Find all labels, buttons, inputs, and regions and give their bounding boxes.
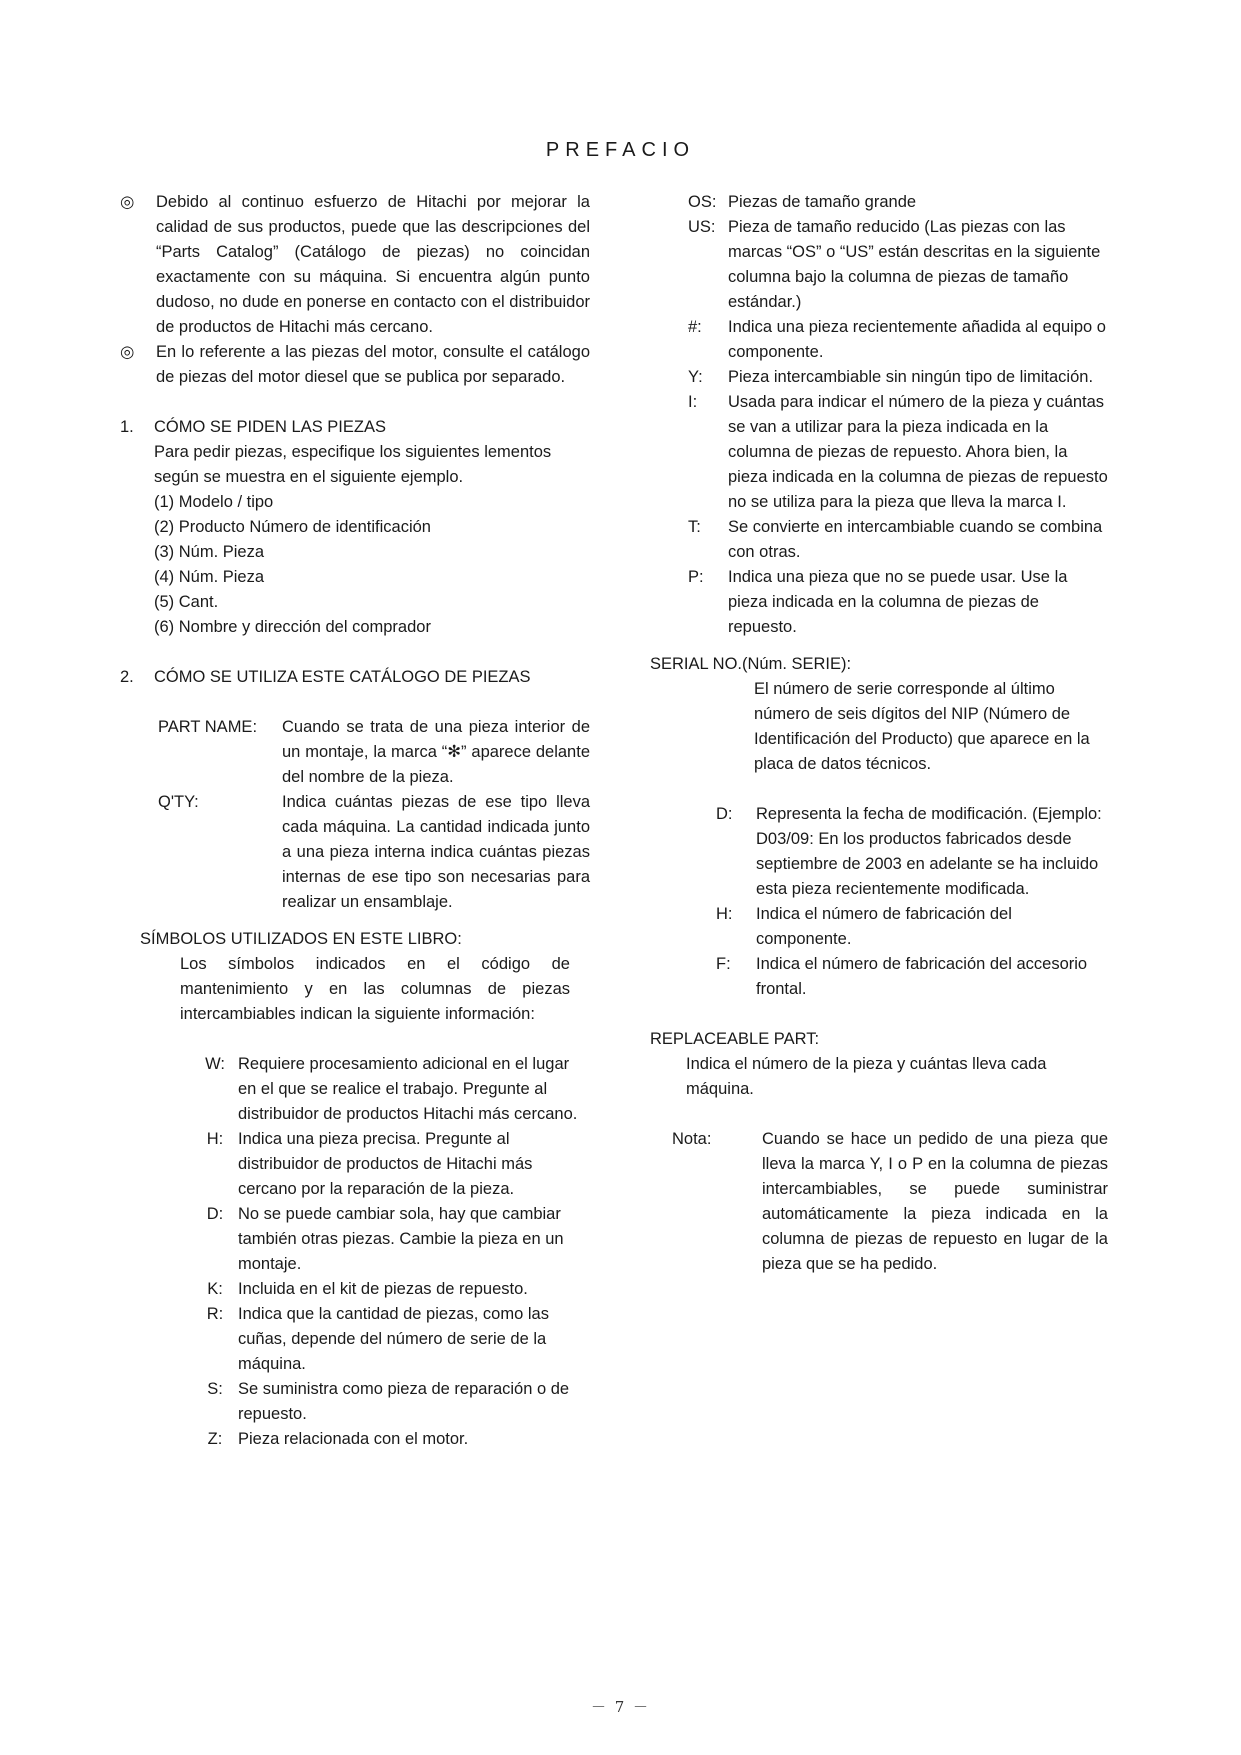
symbol-item [192,1377,590,1427]
symbol-item [192,1302,590,1377]
symbol-description: Se suministra como pieza de reparación o de repuesto. [238,1380,570,1423]
symbol-code: P: [688,568,704,586]
symbol-description: Pieza de tamaño reducido (Las piezas con las marcas “OS” o “US” están descritas en la siguiente columna bajo la columna de piezas de tamaño estándar.) [728,218,1101,311]
note-label: Nota: [672,1130,712,1148]
symbol-item [716,902,1108,952]
part-name-definition [158,715,590,790]
symbol-item [688,215,1108,315]
symbol-code: R: [206,1305,224,1323]
symbol-description: Indica que la cantidad de piezas, como las cuñas, depende del número de serie de la máquina. [238,1305,549,1373]
symbol-code: D: [206,1205,224,1223]
symbol-description: Requiere procesamiento adicional en el lugar en el que se realice el trabajo. Pregunte al distribuidor de productos Hitachi más cercano. [238,1055,578,1123]
symbol-item [688,390,1108,515]
section-heading: CÓMO SE PIDEN LAS PIEZAS [154,418,386,436]
symbol-code: Y: [688,368,703,386]
symbol-item [688,365,1108,390]
symbol-description: Indica una pieza precisa. Pregunte al distribuidor de productos de Hitachi más cercano por la reparación de la pieza. [238,1130,533,1198]
section-number: 1. [120,418,134,436]
replaceable-text: Indica el número de la pieza y cuántas lleva cada máquina. [686,1055,1047,1098]
double-circle-bullet: ◎ [120,193,135,211]
list-item: (3) Núm. Pieza [154,543,265,561]
symbol-code: Z: [207,1430,223,1448]
symbol-item [192,1052,590,1127]
symbol-description: Pieza relacionada con el motor. [238,1430,469,1448]
section-heading: CÓMO SE UTILIZA ESTE CATÁLOGO DE PIEZAS [154,668,531,686]
symbol-code: T: [688,518,701,536]
intro-text: En lo referente a las piezas del motor, consulte el catálogo de piezas del motor diesel que se publica por separado. [156,343,590,386]
replaceable-heading: REPLACEABLE PART: [650,1030,820,1048]
symbol-code: F: [716,955,731,973]
double-circle-bullet: ◎ [120,343,135,361]
section-2 [120,665,590,690]
symbol-code: US: [688,218,716,236]
symbol-code: #: [688,318,702,336]
section-number: 2. [120,668,134,686]
section-1 [120,415,590,640]
definition-text: Cuando se trata de una pieza interior de un montaje, la marca “✻” aparece delante del nombre de la pieza. [282,718,590,786]
symbol-item [688,190,1108,215]
list-item: (5) Cant. [154,593,219,611]
symbol-code: K: [207,1280,223,1298]
section-intro: Para pedir piezas, especifique los siguientes lementos según se muestra en el siguiente ejemplo. [154,443,552,486]
symbol-description: Indica el número de fabricación del componente. [756,905,1012,948]
symbol-list [192,1052,590,1452]
definition-label: Q'TY: [158,793,199,811]
symbol-code: I: [688,393,698,411]
symbol-description: Se convierte en intercambiable cuando se combina con otras. [728,518,1103,561]
symbols-heading: SÍMBOLOS UTILIZADOS EN ESTE LIBRO: [140,930,462,948]
symbol-code: D: [716,805,733,823]
intro-text: Debido al continuo esfuerzo de Hitachi por mejorar la calidad de sus productos, puede que las descripciones del “Parts Catalog” (Catálogo de piezas) no coincidan exactamente con su máquina. Si encuentra algún punto dudoso, no dude en ponerse en contacto con el distribuidor de productos de Hitachi más cercano. [156,193,590,336]
list-item: (6) Nombre y dirección del comprador [154,618,431,636]
symbol-description: Usada para indicar el número de la pieza y cuántas se van a utilizar para la pieza indicada en la columna de piezas de repuesto. Ahora bien, la pieza indicada en la columna de piezas de repuesto no se utiliza para la pieza que lleva la marca I. [728,393,1108,511]
qty-definition [158,790,590,915]
symbol-code: OS: [688,193,717,211]
serial-symbol-list [716,802,1108,1002]
note [672,1127,1108,1277]
symbol-item [688,315,1108,365]
right-column [650,190,1108,1277]
intro-paragraph [120,190,590,340]
symbol-description: Representa la fecha de modificación. (Ejemplo: D03/09: En los productos fabricados desde septiembre de 2003 en adelante se ha incluido esta pieza recientemente modificada. [756,805,1102,898]
symbol-code: H: [206,1130,224,1148]
serial-text: El número de serie corresponde al último número de seis dígitos del NIP (Número de Identificación del Producto) que aparece en la placa de datos técnicos. [754,680,1090,773]
symbol-item [716,952,1108,1002]
list-item: (4) Núm. Pieza [154,568,265,586]
list-item: (1) Modelo / tipo [154,493,274,511]
symbol-item [688,565,1108,640]
symbol-description: Indica una pieza que no se puede usar. Use la pieza indicada en la columna de piezas de repuesto. [728,568,1068,636]
symbol-description: Pieza intercambiable sin ningún tipo de limitación. [728,368,1094,386]
symbol-code: H: [716,905,733,923]
definition-label: PART NAME: [158,718,258,736]
left-column [120,190,590,1452]
symbol-item [192,1277,590,1302]
symbol-description: Indica una pieza recientemente añadida al equipo o componente. [728,318,1106,361]
symbol-list [688,190,1108,640]
list-item: (2) Producto Número de identificación [154,518,431,536]
symbol-code: S: [207,1380,223,1398]
page-number: － 7 － [590,1698,651,1716]
symbol-description: No se puede cambiar sola, hay que cambiar también otras piezas. Cambie la pieza en un montaje. [238,1205,564,1273]
serial-heading: SERIAL NO.(Núm. SERIE): [650,655,852,673]
symbol-description: Incluida en el kit de piezas de repuesto. [238,1280,528,1298]
symbol-item [716,802,1108,902]
page-title: PREFACIO [545,139,696,161]
definition-text: Indica cuántas piezas de ese tipo lleva cada máquina. La cantidad indicada junto a una pieza interna indica cuántas piezas internas de ese tipo son necesarias para realizar un ensamblaje. [282,793,590,911]
note-text: Cuando se hace un pedido de una pieza que lleva la marca Y, I o P en la columna de piezas intercambiables, se puede suministrar automáticamente la pieza indicada en la columna de piezas de repuesto en lugar de la pieza que se ha pedido. [762,1130,1108,1273]
symbol-description: Indica el número de fabricación del accesorio frontal. [756,955,1088,998]
symbol-item [192,1127,590,1202]
intro-paragraph [120,340,590,390]
symbol-description: Piezas de tamaño grande [728,193,917,211]
symbols-intro: Los símbolos indicados en el código de mantenimiento y en las columnas de piezas intercambiables indican la siguiente información: [180,955,570,1023]
symbol-item [688,515,1108,565]
symbol-item [192,1427,590,1452]
symbol-item [192,1202,590,1277]
symbol-code: W: [205,1055,225,1073]
